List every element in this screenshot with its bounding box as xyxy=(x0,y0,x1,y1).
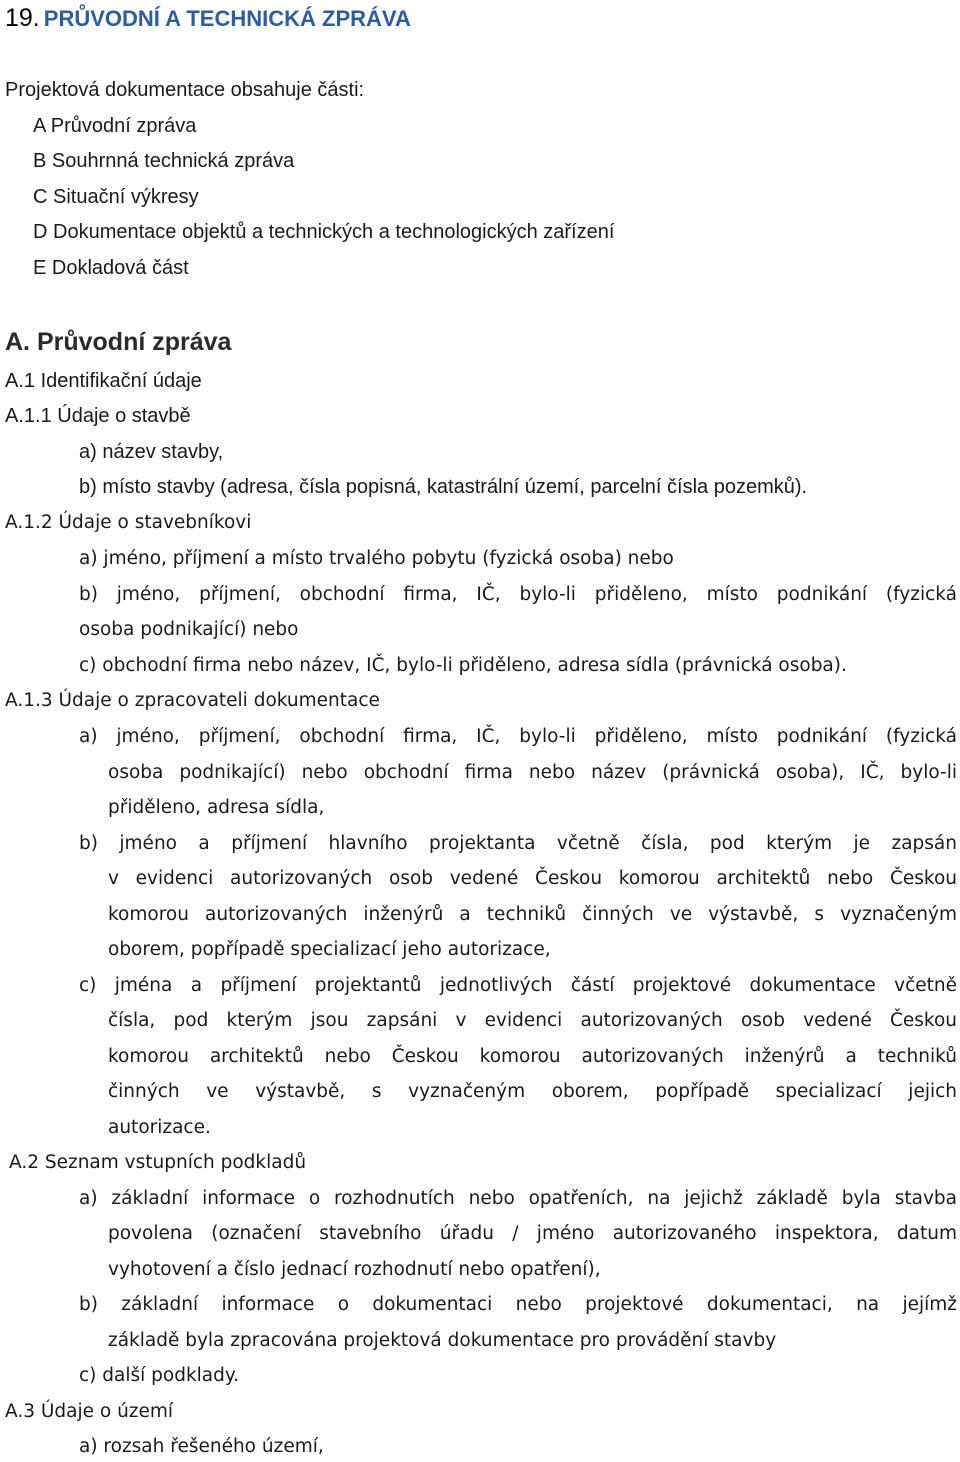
intro-part-e: E Dokladová část xyxy=(33,257,189,279)
a13-item-b-line1: b) jméno a příjmení hlavního projektanta včetně čísla, pod kterým je zapsán xyxy=(79,833,957,854)
intro-lead: Projektová dokumentace obsahuje části: xyxy=(5,79,365,101)
intro-part-c: C Situační výkresy xyxy=(33,186,199,208)
a3-item-a: a) rozsah řešeného území, xyxy=(79,1436,324,1457)
a3-title: A.3 Údaje o území xyxy=(5,1401,174,1422)
a2-item-b-line1: b) základní informace o dokumentaci nebo projektové dokumentaci, na jejímž xyxy=(79,1294,957,1315)
a13-item-a-line2: osoba podnikající) nebo obchodní firma nebo název (právnická osoba), IČ, bylo-li xyxy=(108,762,957,783)
intro-part-b: B Souhrnná technická zpráva xyxy=(33,150,295,172)
a13-item-c-line5: autorizace. xyxy=(108,1117,211,1138)
a13-item-b-line4: oborem, popřípadě specializací jeho autorizace, xyxy=(108,939,551,960)
section-a-title: A. Průvodní zpráva xyxy=(5,328,232,356)
a1-title: A.1 Identifikační údaje xyxy=(5,370,202,392)
a11-title: A.1.1 Údaje o stavbě xyxy=(5,405,191,427)
heading-title: PRŮVODNÍ A TECHNICKÁ ZPRÁVA xyxy=(43,6,411,31)
a13-item-b-line2: v evidenci autorizovaných osob vedené Českou komorou architektů nebo Českou xyxy=(108,868,957,889)
page-heading xyxy=(5,2,411,35)
a12-item-b-line1: b) jméno, příjmení, obchodní firma, IČ, bylo-li přiděleno, místo podnikání (fyzická xyxy=(79,584,957,605)
a13-item-c-line3: komorou architektů nebo Českou komorou autorizovaných inženýrů a techniků xyxy=(108,1046,957,1067)
a13-item-b-line3: komorou autorizovaných inženýrů a techniků činných ve výstavbě, s vyznačeným xyxy=(108,904,957,925)
a13-item-a-line3: přiděleno, adresa sídla, xyxy=(108,797,325,818)
a12-item-c: c) obchodní firma nebo název, IČ, bylo-li přiděleno, adresa sídla (právnická osoba). xyxy=(79,655,847,676)
a12-item-b-line2: osoba podnikající) nebo xyxy=(79,619,299,640)
a11-item-b: b) místo stavby (adresa, čísla popisná, katastrální území, parcelní čísla pozemků). xyxy=(79,476,808,498)
a12-title: A.1.2 Údaje o stavebníkovi xyxy=(5,512,252,533)
a2-item-a-line3: vyhotovení a číslo jednací rozhodnutí nebo opatření), xyxy=(108,1259,601,1280)
a2-item-a-line1: a) základní informace o rozhodnutích nebo opatřeních, na jejichž základě byla stavba xyxy=(79,1188,957,1209)
a13-item-c-line4: činných ve výstavbě, s vyznačeným oborem, popřípadě specializací jejich xyxy=(108,1081,957,1102)
intro-part-a: A Průvodní zpráva xyxy=(33,115,197,137)
a13-item-c-line2: čísla, pod kterým jsou zapsáni v evidenci autorizovaných osob vedené Českou xyxy=(108,1010,957,1031)
a2-item-a-line2: povolena (označení stavebního úřadu / jméno autorizovaného inspektora, datum xyxy=(108,1223,957,1244)
intro-part-d: D Dokumentace objektů a technických a technologických zařízení xyxy=(33,221,615,243)
a2-item-c: c) další podklady. xyxy=(79,1365,240,1386)
a2-item-b-line2: základě byla zpracována projektová dokumentace pro provádění stavby xyxy=(108,1330,777,1351)
heading-number: 19. xyxy=(5,4,40,32)
a13-title: A.1.3 Údaje o zpracovateli dokumentace xyxy=(5,690,380,711)
a13-item-a-line1: a) jméno, příjmení, obchodní firma, IČ, bylo-li přiděleno, místo podnikání (fyzická xyxy=(79,726,957,747)
a11-item-a: a) název stavby, xyxy=(79,441,224,463)
a12-item-a: a) jméno, příjmení a místo trvalého pobytu (fyzická osoba) nebo xyxy=(79,548,674,569)
a2-title: A.2 Seznam vstupních podkladů xyxy=(9,1152,307,1173)
a13-item-c-line1: c) jména a příjmení projektantů jednotlivých částí projektové dokumentace včetně xyxy=(79,975,957,996)
